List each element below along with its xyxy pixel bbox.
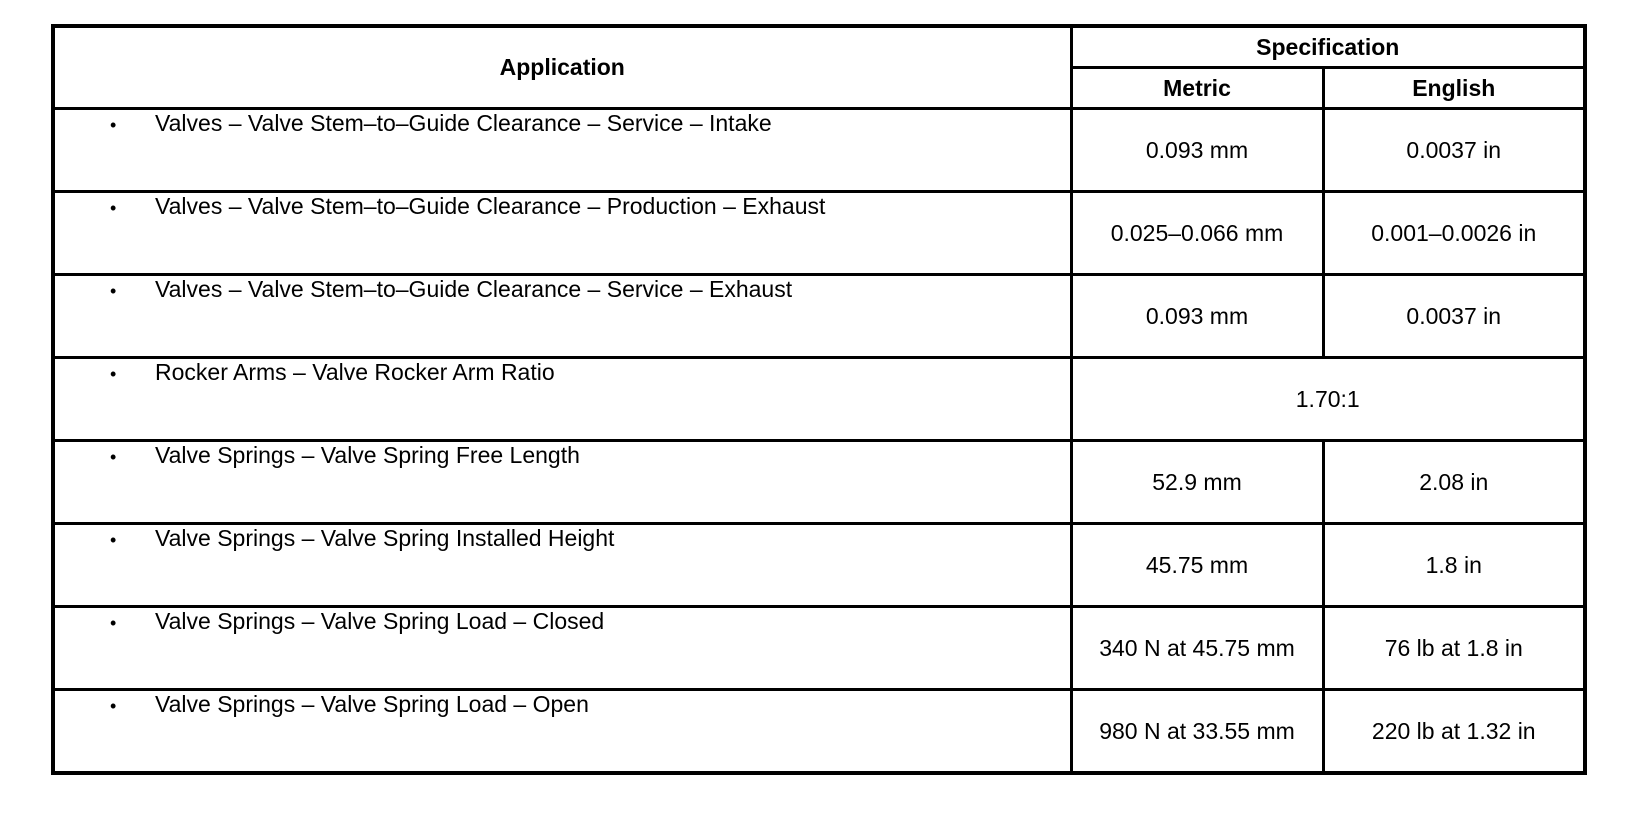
metric-value: 0.093 mm xyxy=(1071,275,1323,358)
metric-value: 980 N at 33.55 mm xyxy=(1071,690,1323,774)
header-metric: Metric xyxy=(1071,68,1323,109)
specification-table xyxy=(51,24,1587,775)
application-cell xyxy=(53,607,1071,690)
application-text: Valves – Valve Stem–to–Guide Clearance – Production – Exhaust xyxy=(155,193,826,219)
bullet-icon: • xyxy=(110,613,117,633)
application-cell xyxy=(53,275,1071,358)
metric-value: 45.75 mm xyxy=(1071,524,1323,607)
table-row xyxy=(53,192,1585,275)
application-cell xyxy=(53,690,1071,774)
metric-value: 0.025–0.066 mm xyxy=(1071,192,1323,275)
table-row xyxy=(53,358,1585,441)
english-value: 76 lb at 1.8 in xyxy=(1323,607,1585,690)
table-row xyxy=(53,690,1585,774)
table-row xyxy=(53,109,1585,192)
application-text: Valve Springs – Valve Spring Load – Open xyxy=(155,691,589,717)
bullet-icon: • xyxy=(110,198,117,218)
application-text: Valves – Valve Stem–to–Guide Clearance – Service – Exhaust xyxy=(155,276,793,302)
bullet-icon: • xyxy=(110,530,117,550)
application-text: Valve Springs – Valve Spring Load – Closed xyxy=(155,608,605,634)
application-text: Valve Springs – Valve Spring Installed Height xyxy=(155,525,615,551)
english-value: 0.0037 in xyxy=(1323,275,1585,358)
header-specification: Specification xyxy=(1071,26,1585,68)
table-row xyxy=(53,441,1585,524)
metric-value: 340 N at 45.75 mm xyxy=(1071,607,1323,690)
application-text: Valve Springs – Valve Spring Free Length xyxy=(155,442,580,468)
bullet-icon: • xyxy=(110,364,117,384)
bullet-icon: • xyxy=(110,115,117,135)
application-text: Rocker Arms – Valve Rocker Arm Ratio xyxy=(155,359,555,385)
application-cell xyxy=(53,524,1071,607)
application-text: Valves – Valve Stem–to–Guide Clearance – Service – Intake xyxy=(155,110,772,136)
header-application: Application xyxy=(53,26,1071,109)
english-value: 0.0037 in xyxy=(1323,109,1585,192)
bullet-icon: • xyxy=(110,281,117,301)
table-row xyxy=(53,275,1585,358)
english-value: 220 lb at 1.32 in xyxy=(1323,690,1585,774)
application-cell xyxy=(53,441,1071,524)
english-value: 0.001–0.0026 in xyxy=(1323,192,1585,275)
table-row xyxy=(53,607,1585,690)
bullet-icon: • xyxy=(110,447,117,467)
english-value: 1.8 in xyxy=(1323,524,1585,607)
combined-value: 1.70:1 xyxy=(1071,358,1585,441)
metric-value: 52.9 mm xyxy=(1071,441,1323,524)
header-english: English xyxy=(1323,68,1585,109)
metric-value: 0.093 mm xyxy=(1071,109,1323,192)
application-cell xyxy=(53,358,1071,441)
table-row xyxy=(53,524,1585,607)
english-value: 2.08 in xyxy=(1323,441,1585,524)
bullet-icon: • xyxy=(110,696,117,716)
application-cell xyxy=(53,192,1071,275)
application-cell xyxy=(53,109,1071,192)
